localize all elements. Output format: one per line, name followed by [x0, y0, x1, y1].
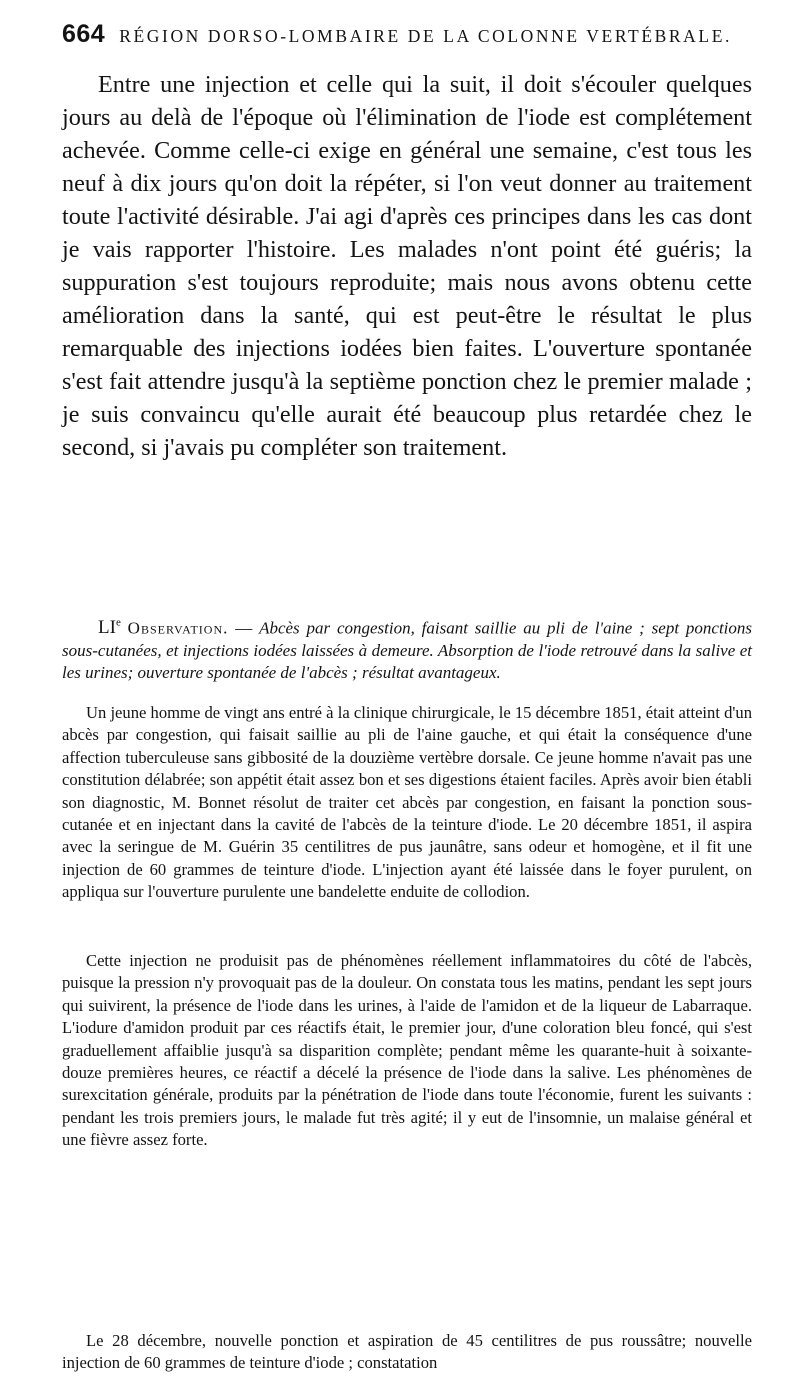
running-head-title: RÉGION DORSO-LOMBAIRE DE LA COLONNE VERTÉBRALE. [119, 26, 732, 46]
observation-title: Abcès par congestion, faisant saillie au pli de l'aine ; sept ponctions sous-cutanées, et injections iodées laissées à demeure. Absorption de l'iode retrouvé dans la salive et les urines; ouverture spontanée de l'abcès ; résultat avantageux. [62, 618, 753, 683]
injection-paragraph: Cette injection ne produisit pas de phénomènes réellement inflammatoires du côté de l'abcès, puisque la pression n'y provoquait pas de la douleur. On constata tous les matins, pendant les sept jours qui suivirent, la présence de l'iode dans les urines, à l'aide de l'amidon et de la liqueur de Labarraque. L'iodure d'amidon produit par ces réactifs était, le premier jour, d'une coloration bleu foncé, qui s'est graduellement affaiblie jusqu'à sa disparition complète; pendant même les quarante-huit à soixante-douze premières heures, ce réactif a décelé la présence de l'iode dans la salive. Les phénomènes de surexcitation générale, produits par la pénétration de l'iode dans toute l'économie, furent les suivants : pendant les trois premiers jours, le malade fut très agité; il y eut de l'insomnie, un malaise général et une fièvre assez forte. [62, 951, 752, 1150]
observation-heading [62, 612, 752, 685]
observation-label: Observation. [127, 618, 229, 638]
page-number: 664 [62, 20, 106, 48]
running-head [62, 20, 752, 50]
december-28-paragraph: Le 28 décembre, nouvelle ponction et aspiration de 45 centilitres de pus roussâtre; nouvelle injection de 60 grammes de teinture d'iode ; constatation [62, 1331, 752, 1373]
case-paragraph: Un jeune homme de vingt ans entré à la clinique chirurgicale, le 15 décembre 1851, était atteint d'un abcès par congestion, qui faisait saillie au pli de l'aine gauche, et qui était la conséquence d'une affection tuberculeuse sans gibbosité de la douzième vertèbre dorsale. Ce jeune homme n'avait pas une constitution délabrée; son appétit était assez bon et ses digestions étaient faciles. Après avoir bien établi son diagnostic, M. Bonnet résolut de traiter cet abcès par congestion, en faisant la ponction sous-cutanée et en injectant dans la cavité de l'abcès de la teinture d'iode. Le 20 décembre 1851, il aspira avec la seringue de M. Guérin 35 centilitres de pus jaunâtre, sans odeur et homogène, et il fit une injection de 60 grammes de teinture d'iode. L'injection ayant été laissée dans le foyer purulent, on appliqua sur l'ouverture purulente une bandelette enduite de collodion. [62, 703, 752, 902]
observation-number: LIe [98, 617, 121, 639]
observation-dash: — [228, 618, 260, 638]
main-paragraph: Entre une injection et celle qui la suit, il doit s'écouler quelques jours au delà de l'époque où l'élimination de l'iode est complétement achevée. Comme celle-ci exige en général une semaine, c'est tous les neuf à dix jours qu'on doit la répéter, si l'on veut donner au traitement toute l'activité désirable. J'ai agi d'après ces principes dans les cas dont je vais rapporter l'histoire. Les malades n'ont point été guéris; la suppuration s'est toujours reproduite; mais nous avons obtenu cette amélioration dans la santé, qui est peut-être le résultat le plus remarquable des injections iodées bien faites. L'ouverture spontanée s'est fait attendre jusqu'à la septième ponction chez le premier malade ; je suis convaincu qu'elle aurait été beaucoup plus retardée chez le second, si j'avais pu compléter son traitement. [62, 71, 752, 461]
